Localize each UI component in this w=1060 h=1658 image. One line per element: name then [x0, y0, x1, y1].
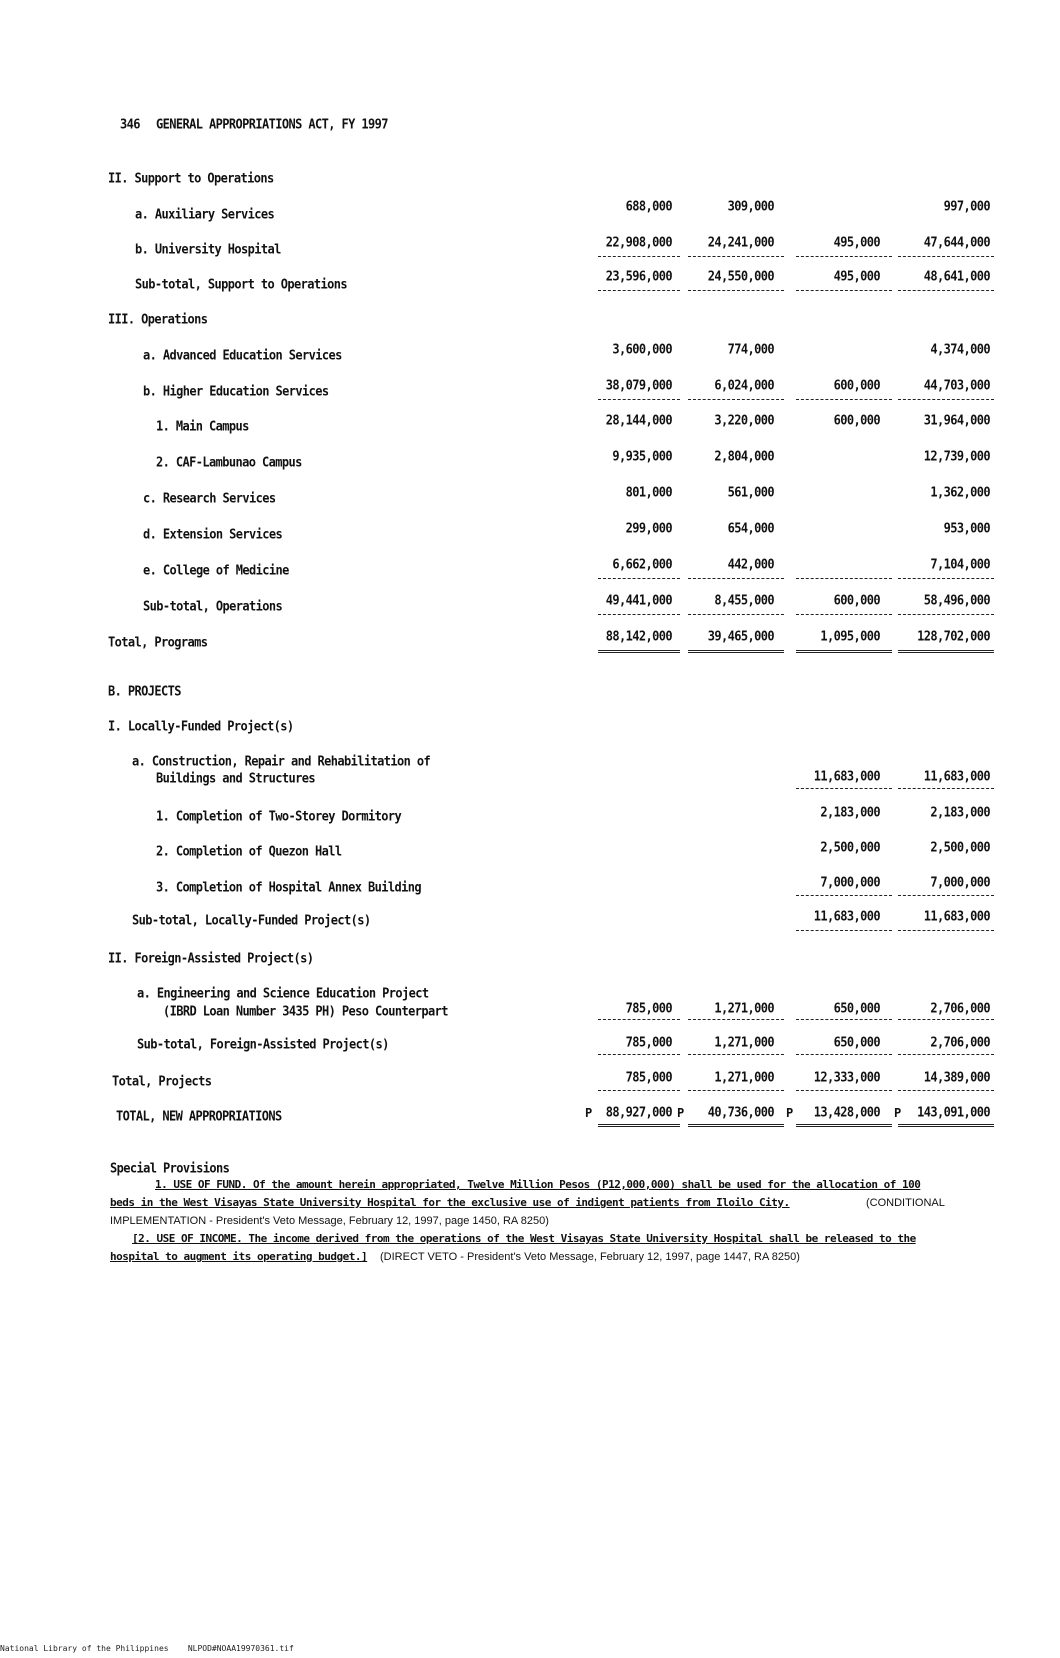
- cell-c2: 6,024,000: [714, 377, 774, 393]
- rule: [796, 399, 892, 400]
- subtotal-label: Sub-total, Foreign-Assisted Project(s): [137, 1036, 389, 1052]
- cell-c4: 2,183,000: [930, 804, 990, 820]
- rule: [688, 578, 784, 579]
- cell-c1: 38,079,000: [605, 377, 672, 393]
- footer-library: National Library of the Philippines: [0, 1644, 169, 1653]
- peso-sign: P: [585, 1106, 593, 1120]
- cell-c2: 40,736,000: [707, 1104, 774, 1120]
- cell-c2: 3,220,000: [714, 412, 774, 428]
- rule: [688, 1090, 784, 1091]
- cell-c2: 24,241,000: [707, 234, 774, 250]
- row-label: b. Higher Education Services: [143, 383, 329, 399]
- page-number: 346: [120, 116, 140, 132]
- grand-total-label: TOTAL, NEW APPROPRIATIONS: [116, 1108, 282, 1124]
- cell-c4: 128,702,000: [917, 628, 990, 644]
- rule: [598, 399, 680, 400]
- provision-1-line2: beds in the West Visayas State University Hospital for the exclusive use of indigent patients from Iloilo City.: [110, 1196, 790, 1209]
- cell-c2: 442,000: [727, 556, 774, 572]
- provision-2-line2: hospital to augment its operating budget.]: [110, 1250, 368, 1263]
- row-label: a. Engineering and Science Education Project: [137, 985, 429, 1001]
- cell-c3: 495,000: [833, 268, 880, 284]
- rule: [898, 578, 994, 579]
- peso-sign: P: [677, 1106, 685, 1120]
- cell-c1: 88,927,000: [605, 1104, 672, 1120]
- page-header-title: GENERAL APPROPRIATIONS ACT, FY 1997: [156, 116, 388, 132]
- rule: [598, 1054, 680, 1055]
- provision-2-line1: [2. USE OF INCOME. The income derived from the operations of the West Visayas State University Hospital shall be released to the: [132, 1232, 916, 1245]
- rule: [898, 895, 994, 896]
- row-label: Buildings and Structures: [156, 770, 315, 786]
- row-label: e. College of Medicine: [143, 562, 289, 578]
- row-label: c. Research Services: [143, 490, 276, 506]
- cell-c4: 7,104,000: [930, 556, 990, 572]
- rule: [688, 290, 784, 291]
- subtotal-label: Sub-total, Operations: [143, 598, 283, 614]
- rule: [796, 1090, 892, 1091]
- footer-file: NLPOD#NOAA19970361.tif: [187, 1644, 294, 1653]
- cell-c2: 774,000: [727, 341, 774, 357]
- cell-c3: 600,000: [833, 592, 880, 608]
- provision-2-note: [380, 1250, 800, 1263]
- rule-double: [898, 650, 994, 653]
- cell-c2: 8,455,000: [714, 592, 774, 608]
- cell-c2: 1,271,000: [714, 1000, 774, 1016]
- provision-1-line3: [110, 1214, 549, 1227]
- row-label: (IBRD Loan Number 3435 PH) Peso Counterpart: [163, 1003, 448, 1019]
- cell-c3: 13,428,000: [813, 1104, 880, 1120]
- cell-c1: 23,596,000: [605, 268, 672, 284]
- total-label: Total, Programs: [108, 634, 208, 650]
- cell-c2: 2,804,000: [714, 448, 774, 464]
- cell-c3: 600,000: [833, 412, 880, 428]
- cell-c1: 3,600,000: [612, 341, 672, 357]
- rule: [796, 578, 892, 579]
- rule: [796, 290, 892, 291]
- rule: [898, 1019, 994, 1020]
- subtotal-label: Sub-total, Support to Operations: [135, 276, 347, 292]
- cell-c4: 44,703,000: [923, 377, 990, 393]
- section-heading-foreign: II. Foreign-Assisted Project(s): [108, 950, 314, 966]
- cell-c4: 12,739,000: [923, 448, 990, 464]
- cell-c1: 22,908,000: [605, 234, 672, 250]
- provision-1-note: [866, 1196, 945, 1209]
- cell-c3: 11,683,000: [813, 768, 880, 784]
- rule: [598, 578, 680, 579]
- rule: [796, 1019, 892, 1020]
- cell-c4: 143,091,000: [917, 1104, 990, 1120]
- cell-c3: 11,683,000: [813, 908, 880, 924]
- provision-2-note-text: (DIRECT VETO - President's Veto Message, February 12, 1997, page 1447, RA 8250): [380, 1251, 800, 1263]
- rule: [688, 1019, 784, 1020]
- rule: [898, 614, 994, 615]
- scan-footer: [0, 1644, 294, 1653]
- row-label: 2. Completion of Quezon Hall: [156, 843, 342, 859]
- rule: [598, 614, 680, 615]
- provision-1-line3-text: IMPLEMENTATION - President's Veto Message, February 12, 1997, page 1450, RA 8250): [110, 1215, 549, 1227]
- row-label: d. Extension Services: [143, 526, 283, 542]
- rule: [688, 1054, 784, 1055]
- rule: [598, 1019, 680, 1020]
- rule-double: [796, 650, 892, 653]
- cell-c4: 953,000: [943, 520, 990, 536]
- rule: [898, 930, 994, 931]
- rule-double: [598, 650, 680, 653]
- rule: [898, 1054, 994, 1055]
- section-heading-operations: III. Operations: [108, 311, 208, 327]
- rule: [796, 895, 892, 896]
- cell-c4: 31,964,000: [923, 412, 990, 428]
- row-label: 1. Completion of Two-Storey Dormitory: [156, 808, 402, 824]
- cell-c1: 801,000: [625, 484, 672, 500]
- cell-c1: 688,000: [625, 198, 672, 214]
- cell-c2: 1,271,000: [714, 1069, 774, 1085]
- cell-c4: 47,644,000: [923, 234, 990, 250]
- rule: [688, 256, 784, 257]
- cell-c4: 48,641,000: [923, 268, 990, 284]
- rule: [688, 614, 784, 615]
- rule: [796, 614, 892, 615]
- rule: [898, 788, 994, 789]
- rule-double: [898, 1124, 994, 1127]
- cell-c3: 1,095,000: [820, 628, 880, 644]
- cell-c1: 28,144,000: [605, 412, 672, 428]
- rule: [796, 930, 892, 931]
- rule: [598, 1090, 680, 1091]
- subtotal-label: Sub-total, Locally-Funded Project(s): [132, 912, 371, 928]
- row-label: a. Advanced Education Services: [143, 347, 342, 363]
- cell-c4: 4,374,000: [930, 341, 990, 357]
- peso-sign: P: [786, 1106, 794, 1120]
- row-label: 1. Main Campus: [156, 418, 249, 434]
- cell-c1: 6,662,000: [612, 556, 672, 572]
- section-heading-local: I. Locally-Funded Project(s): [108, 718, 294, 734]
- cell-c1: 49,441,000: [605, 592, 672, 608]
- cell-c2: 309,000: [727, 198, 774, 214]
- cell-c4: 997,000: [943, 198, 990, 214]
- rule: [898, 256, 994, 257]
- section-heading-support: II. Support to Operations: [108, 170, 274, 186]
- rule-double: [688, 650, 784, 653]
- cell-c3: 650,000: [833, 1000, 880, 1016]
- rule: [796, 1054, 892, 1055]
- cell-c1: 785,000: [625, 1069, 672, 1085]
- rule-double: [796, 1124, 892, 1127]
- cell-c4: 58,496,000: [923, 592, 990, 608]
- cell-c2: 24,550,000: [707, 268, 774, 284]
- cell-c4: 7,000,000: [930, 874, 990, 890]
- rule-double: [688, 1124, 784, 1127]
- rule: [598, 256, 680, 257]
- cell-c4: 2,706,000: [930, 1034, 990, 1050]
- cell-c4: 2,500,000: [930, 839, 990, 855]
- cell-c4: 1,362,000: [930, 484, 990, 500]
- cell-c3: 650,000: [833, 1034, 880, 1050]
- cell-c3: 12,333,000: [813, 1069, 880, 1085]
- cell-c2: 654,000: [727, 520, 774, 536]
- cell-c1: 785,000: [625, 1000, 672, 1016]
- row-label: a. Auxiliary Services: [135, 206, 275, 222]
- cell-c4: 14,389,000: [923, 1069, 990, 1085]
- rule: [796, 256, 892, 257]
- rule: [898, 399, 994, 400]
- cell-c4: 11,683,000: [923, 768, 990, 784]
- cell-c2: 561,000: [727, 484, 774, 500]
- row-label: b. University Hospital: [135, 241, 281, 257]
- cell-c4: 11,683,000: [923, 908, 990, 924]
- cell-c3: 7,000,000: [820, 874, 880, 890]
- cell-c1: 9,935,000: [612, 448, 672, 464]
- cell-c2: 1,271,000: [714, 1034, 774, 1050]
- provision-1-line1: 1. USE OF FUND. Of the amount herein appropriated, Twelve Million Pesos (P12,000,000) shall be used for the allocation of 100: [155, 1178, 921, 1191]
- row-label: a. Construction, Repair and Rehabilitation of: [132, 753, 431, 769]
- cell-c3: 2,500,000: [820, 839, 880, 855]
- peso-sign: P: [894, 1106, 902, 1120]
- rule: [598, 290, 680, 291]
- rule: [688, 399, 784, 400]
- cell-c1: 88,142,000: [605, 628, 672, 644]
- section-heading-projects: B. PROJECTS: [108, 683, 181, 699]
- cell-c3: 600,000: [833, 377, 880, 393]
- cell-c2: 39,465,000: [707, 628, 774, 644]
- cell-c4: 2,706,000: [930, 1000, 990, 1016]
- provision-1-note-text: (CONDITIONAL: [866, 1197, 945, 1209]
- cell-c3: 2,183,000: [820, 804, 880, 820]
- cell-c1: 785,000: [625, 1034, 672, 1050]
- rule-double: [598, 1124, 680, 1127]
- cell-c1: 299,000: [625, 520, 672, 536]
- special-provisions-heading: Special Provisions: [110, 1160, 230, 1176]
- row-label: 2. CAF-Lambunao Campus: [156, 454, 302, 470]
- rule: [898, 290, 994, 291]
- cell-c3: 495,000: [833, 234, 880, 250]
- total-label: Total, Projects: [112, 1073, 212, 1089]
- rule: [796, 788, 892, 789]
- rule: [898, 1090, 994, 1091]
- row-label: 3. Completion of Hospital Annex Building: [156, 879, 421, 895]
